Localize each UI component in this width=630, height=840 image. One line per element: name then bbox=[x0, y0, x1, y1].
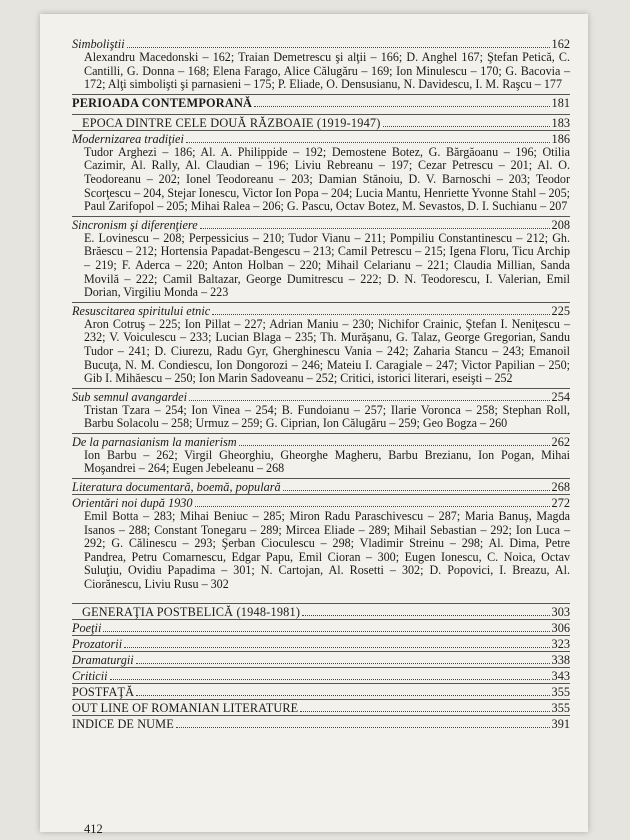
section-title: Sincronism şi diferenţiere bbox=[72, 217, 198, 232]
toc-heading bbox=[72, 216, 570, 232]
toc-entry-modernizarea bbox=[72, 130, 570, 214]
dot-leader bbox=[124, 647, 549, 648]
author-list: Emil Botta – 283; Mihai Beniuc – 285; Miron Radu Paraschivescu – 287; Maria Banuş, Magda Isanos – 288; Constant Tonegaru – 289; Mircea Eliade – 289; Mihail Sebastian – 292; Ion Luca – 292; G. Călinescu – 293; Şerban Cioculescu – 298; Vladimir Streinu – 298; Al. Dima, Petre Pandrea, Petru Comarnescu, Edgar Papu, Emil Cioran – 300; Eugen Ionescu, C. Noica, Octav Suluţiu, Ovidiu Papadima – 301; N. Cartojan, Al. Rosetti – 302; D. Popovici, I. Breazu, Al. Ciorănescu, Liviu Rusu – 302 bbox=[84, 509, 570, 592]
toc-entry-epoca bbox=[72, 114, 570, 130]
toc-entry-avangarda bbox=[72, 388, 570, 431]
author-list: Alexandru Macedonski – 162; Traian Demetrescu şi alţii – 166; D. Anghel 167; Ştefan Petică, C. Cantilli, G. Donna – 168; Elena Farago, Alice Călugăru – 169; Ion Minulescu – 170; G. Bacovia – 172; Alţi simbolişti şi parnasieni – 175; P. Eliade, O. Densusianu, N. Davidescu, I. M. Raşcu – 177 bbox=[84, 50, 570, 92]
section-title: Criticii bbox=[72, 668, 108, 683]
toc-heading bbox=[72, 619, 570, 635]
toc-entry-simbolistii bbox=[72, 36, 570, 92]
dot-leader bbox=[200, 228, 550, 229]
page-ref: 303 bbox=[551, 604, 570, 619]
dot-leader bbox=[136, 695, 549, 696]
page-ref: 162 bbox=[551, 37, 570, 51]
section-title: INDICE DE NUME bbox=[72, 716, 174, 731]
dot-leader bbox=[189, 400, 550, 401]
toc-heading bbox=[72, 651, 570, 667]
section-title: OUT LINE OF ROMANIAN LITERATURE bbox=[72, 700, 299, 715]
section-title: Sub semnul avangardei bbox=[72, 389, 187, 404]
section-title: Simboliştii bbox=[72, 37, 125, 51]
toc-heading bbox=[72, 699, 570, 715]
toc-heading bbox=[72, 683, 570, 699]
page-ref: 254 bbox=[551, 389, 570, 404]
dot-leader bbox=[136, 663, 550, 664]
page-ref: 272 bbox=[551, 496, 570, 511]
page-ref: 391 bbox=[551, 716, 570, 731]
toc-entry-indice bbox=[72, 715, 570, 731]
dot-leader bbox=[103, 631, 549, 632]
dot-leader bbox=[300, 711, 549, 712]
page-ref: 355 bbox=[551, 700, 570, 715]
toc-entry-perioada bbox=[72, 94, 570, 110]
toc-heading bbox=[72, 36, 570, 51]
page-ref: 186 bbox=[551, 131, 570, 146]
page-ref: 183 bbox=[551, 115, 570, 130]
dot-leader bbox=[239, 445, 550, 446]
toc-entry-dramaturgii bbox=[72, 651, 570, 667]
toc-entry-postfata bbox=[72, 683, 570, 699]
toc-entry-orientari bbox=[72, 494, 570, 592]
section-title: Orientări noi după 1930 bbox=[72, 496, 193, 511]
toc-heading bbox=[72, 715, 570, 731]
page-ref: 338 bbox=[551, 652, 570, 667]
author-list: Tudor Arghezi – 186; Al. A. Philippide – 192; Demostene Botez, G. Bărgăoanu – 196; Otilia Cazimir, Al. Rally, Al. Claudian – 196; Liviu Rebreanu – 197; Cezar Petrescu – 201; Al. O. Teodoreanu – 202; Ionel Teodoreanu – 203; Damian Stănoiu, D. V. Barnoschi – 203; Teodor Scorţescu – 204, Stejar Ionescu, Victor Ion Popa – 204; Lucia Mantu, Henriette Yvonne Stahl – 205; Paul Zarifopol – 205; Mihai Ralea – 206; G. Pascu, Octav Botez, M. Sevastos, D. I. Suchianu – 207 bbox=[84, 144, 570, 214]
toc-heading bbox=[72, 667, 570, 683]
page-ref: 181 bbox=[551, 95, 570, 110]
section-title: Modernizarea tradiţiei bbox=[72, 131, 184, 146]
author-list: Ion Barbu – 262; Virgil Gheorghiu, Gheorghe Magheru, Barbu Brezianu, Ion Pogan, Mihai Moşandrei – 264; Eugen Jebeleanu – 268 bbox=[84, 447, 570, 476]
dot-leader bbox=[195, 506, 550, 507]
toc-heading bbox=[72, 494, 570, 510]
page-ref: 323 bbox=[551, 636, 570, 651]
dot-leader bbox=[127, 47, 550, 48]
section-title: EPOCA DINTRE CELE DOUĂ RĂZBOAIE (1919-1947) bbox=[82, 115, 381, 130]
page-ref: 225 bbox=[551, 303, 570, 318]
toc-heading bbox=[72, 603, 570, 619]
section-title: Resuscitarea spiritului etnic bbox=[72, 303, 211, 318]
dot-leader bbox=[283, 490, 550, 491]
toc-entry-sincronism bbox=[72, 216, 570, 300]
dot-leader bbox=[176, 727, 550, 728]
toc-entry-outline bbox=[72, 699, 570, 715]
page-ref: 306 bbox=[551, 620, 570, 635]
page-ref: 208 bbox=[551, 217, 570, 232]
toc-entry-parnasianism bbox=[72, 433, 570, 476]
dot-leader bbox=[302, 615, 549, 616]
section-title: Poeţii bbox=[72, 620, 102, 635]
section-title: PERIOADA CONTEMPORANĂ bbox=[72, 95, 253, 110]
toc-heading bbox=[72, 302, 570, 318]
page-ref: 343 bbox=[551, 668, 570, 683]
toc-entry-criticii bbox=[72, 667, 570, 683]
page-number: 412 bbox=[84, 822, 103, 836]
toc-heading bbox=[72, 114, 570, 130]
dot-leader bbox=[110, 679, 550, 680]
author-list: Tristan Tzara – 254; Ion Vinea – 254; B. Fundoianu – 257; Ilarie Voronca – 258; Stephan Roll, Barbu Solacolu – 258; Urmuz – 259; G. Ciprian, Ion Călugăru – 259; Geo Bogza – 260 bbox=[84, 402, 570, 431]
toc-heading bbox=[72, 478, 570, 494]
toc-heading bbox=[72, 130, 570, 146]
table-of-contents bbox=[72, 36, 570, 731]
page-ref: 268 bbox=[551, 480, 570, 495]
toc-entry-literatura bbox=[72, 478, 570, 494]
toc-entry-prozatorii bbox=[72, 635, 570, 651]
section-title: POSTFAŢĂ bbox=[72, 684, 135, 699]
section-title: Literatura documentară, boemă, populară bbox=[72, 480, 281, 495]
toc-heading bbox=[72, 433, 570, 449]
dot-leader bbox=[254, 106, 549, 107]
toc-heading bbox=[72, 635, 570, 651]
book-page bbox=[40, 14, 588, 836]
page-ref: 262 bbox=[551, 434, 570, 449]
author-list: Aron Cotruş – 225; Ion Pillat – 227; Adrian Maniu – 230; Nichifor Crainic, Ştefan I. Neniţescu – 232; V. Voiculescu – 233; Lucian Blaga – 235; Th. Murăşanu, G. Talaz, George Gregorian, Sandu Tudor – 241; D. Ciurezu, Radu Gyr, Gherghinescu Vania – 242; Zaharia Stancu – 243; Emanoil Bucuţa, N. M. Condiescu, Ion Dongorozi – 246; Mateiu I. Caragiale – 247; Victor Papilian – 250; Gib I. Mihăescu – 250; Ion Marin Sadoveanu – 252; Critici, istorici literari, eseişti – 252 bbox=[84, 316, 570, 386]
dot-leader bbox=[383, 126, 550, 127]
author-list: E. Lovinescu – 208; Perpessicius – 210; Tudor Vianu – 211; Pompiliu Constantinescu – 212; Gh. Brăescu – 212; Hortensia Papadat-Bengescu – 213; Camil Petrescu – 215; Igena Floru, Ticu Archip – 219; F. Aderca – 220; Anton Holban – 220; Mihail Celarianu – 221; Claudia Millian, Sanda Movilă – 222; Camil Baltazar, George Dumitrescu – 222; D. N. Teodorescu, I. Valerian, Emil Dorian, Virgiliu Monda – 223 bbox=[84, 230, 570, 300]
section-title: Prozatorii bbox=[72, 636, 123, 651]
section-title: GENERAŢIA POSTBELICĂ (1948-1981) bbox=[82, 604, 301, 619]
toc-entry-resuscitarea bbox=[72, 302, 570, 386]
section-title: De la parnasianism la manierism bbox=[72, 434, 237, 449]
section-title: Dramaturgii bbox=[72, 652, 134, 667]
toc-entry-generatia bbox=[72, 603, 570, 619]
dot-leader bbox=[186, 142, 550, 143]
toc-entry-poetii bbox=[72, 619, 570, 635]
toc-heading bbox=[72, 388, 570, 404]
toc-heading bbox=[72, 94, 570, 110]
dot-leader bbox=[212, 314, 549, 315]
page-ref: 355 bbox=[551, 684, 570, 699]
